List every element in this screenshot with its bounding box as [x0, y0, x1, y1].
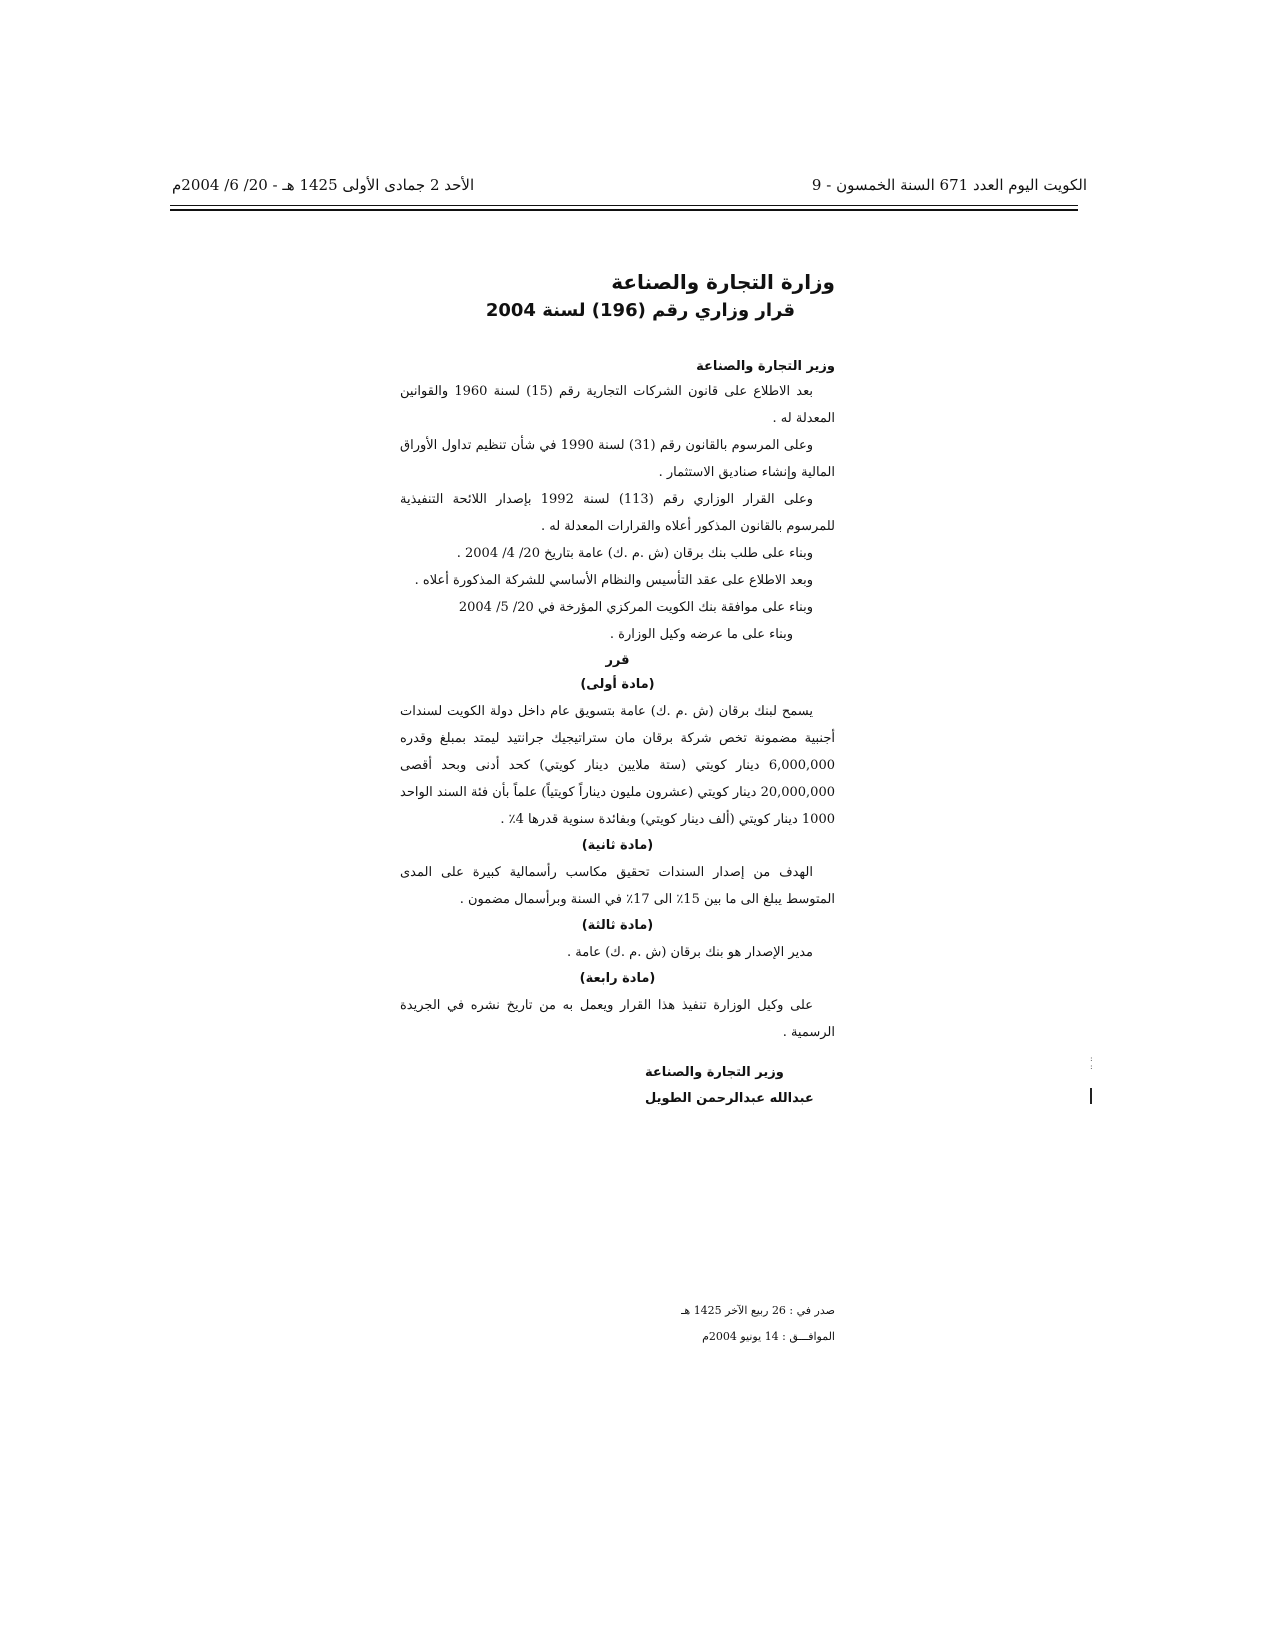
article-heading: (مادة ثانية)	[581, 838, 654, 853]
article-text: مدير الإصدار هو بنك برقان (ش .م .ك) عامة .	[567, 945, 813, 960]
recital: وبناء على ما عرضه وكيل الوزارة .	[609, 627, 793, 642]
signature-name: عبدالله عبدالرحمن الطويل	[645, 1091, 814, 1106]
article-heading: (مادة رابعة)	[579, 971, 656, 986]
scan-margin-dots: : :	[1090, 1054, 1093, 1071]
header-divider-thick	[170, 209, 1078, 211]
issuing-authority: وزير التجارة والصناعة	[696, 359, 835, 374]
issue-date-hijri: صدر في : 26 ربيع الآخر 1425 هـ	[681, 1304, 835, 1317]
recital: وعلى المرسوم بالقانون رقم (31) لسنة 1990 في شأن تنظيم تداول الأوراق المالية وإنشاء صناديق الاستثمار .	[400, 438, 835, 480]
decree-title: قرار وزاري رقم (196) لسنة 2004	[485, 300, 795, 321]
article-text: الهدف من إصدار السندات تحقيق مكاسب رأسمالية كبيرة على المدى المتوسط يبلغ الى ما بين 15٪ الى 17٪ في السنة وبرأسمال مضمون .	[400, 865, 835, 907]
signature-title: وزير التجارة والصناعة	[645, 1065, 784, 1080]
resolved-heading: قرر	[605, 653, 630, 668]
article-heading: (مادة ثالثة)	[581, 918, 654, 933]
gazette-header-date: الأحد 2 جمادى الأولى 1425 هـ - 20/ 6/ 2004م	[172, 176, 475, 194]
scan-margin-mark	[1090, 1088, 1092, 1104]
decree-column	[400, 270, 835, 1112]
recital: وعلى القرار الوزاري رقم (113) لسنة 1992 بإصدار اللائحة التنفيذية للمرسوم بالقانون المذكور أعلاه والقرارات المعدلة له .	[400, 492, 835, 534]
signature-block	[645, 1060, 835, 1112]
issue-date-gregorian: الموافـــق : 14 يونيو 2004م	[702, 1330, 835, 1343]
header-divider	[170, 205, 1078, 206]
ministry-title: وزارة التجارة والصناعة	[611, 270, 835, 294]
gazette-header-issue: الكويت اليوم العدد 671 السنة الخمسون - 9	[811, 176, 1087, 194]
recital: وبناء على طلب بنك برقان (ش .م .ك) عامة بتاريخ 20/ 4/ 2004 .	[456, 546, 813, 561]
recital: بعد الاطلاع على قانون الشركات التجارية رقم (15) لسنة 1960 والقوانين المعدلة له .	[400, 384, 835, 426]
recital: وبناء على موافقة بنك الكويت المركزي المؤرخة في 20/ 5/ 2004	[458, 600, 813, 615]
recital: وبعد الاطلاع على عقد التأسيس والنظام الأساسي للشركة المذكورة أعلاه .	[414, 573, 813, 588]
issue-date-block	[681, 1298, 835, 1350]
article-text: يسمح لبنك برقان (ش .م .ك) عامة بتسويق عام داخل دولة الكويت لسندات أجنبية مضمونة تخص شركة برقان مان ستراتيجيك جرانتيد ليمتد بمبلغ وقدره 6,000,000 دينار كويتي (ستة ملايين دينار كويتي) كحد أدنى وبحد أقصى 20,000,000 دينار كويتي (عشرون مليون ديناراً كويتياً) علماً بأن فئة السند الواحد 1000 دينار كويتي (ألف دينار كويتي) وبفائدة سنوية قدرها 4٪ .	[400, 704, 835, 827]
article-heading: (مادة أولى)	[580, 677, 655, 692]
article-text: على وكيل الوزارة تنفيذ هذا القرار ويعمل به من تاريخ نشره في الجريدة الرسمية .	[400, 998, 835, 1040]
